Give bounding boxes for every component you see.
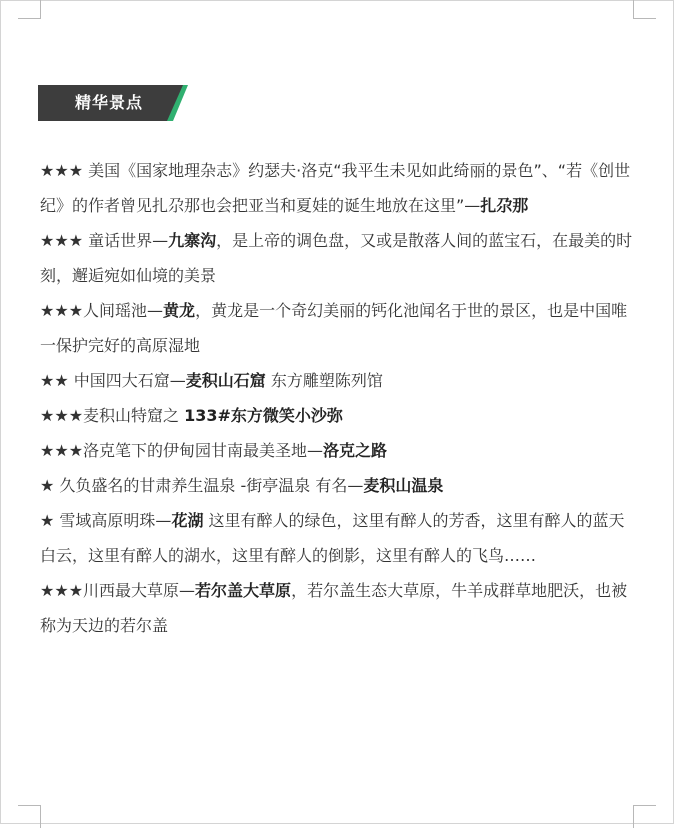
star-rating: ★★★: [40, 441, 84, 460]
star-rating: ★★★: [40, 301, 84, 320]
star-rating: ★★: [40, 371, 69, 390]
attraction-name: 九寨沟: [168, 231, 217, 250]
attraction-name: 麦积山石窟: [185, 371, 266, 390]
crop-mark-top-left: [18, 0, 41, 19]
star-rating: ★: [40, 511, 55, 530]
attraction-item: ★★★川西最大草原—若尔盖大草原，若尔盖生态大草原，牛羊成群草地肥沃，也被称为天边的若尔盖: [40, 581, 628, 635]
star-rating: ★: [40, 476, 55, 495]
attraction-item: ★★★ 童话世界—九寨沟，是上帝的调色盘，又或是散落人间的蓝宝石，在最美的时刻，邂逅宛如仙境的美景: [40, 231, 633, 285]
star-rating: ★★★: [40, 406, 84, 425]
star-rating: ★★★: [40, 581, 84, 600]
attraction-item: ★★★麦积山特窟之 133#东方微笑小沙弥: [40, 406, 343, 425]
section-title: 精华景点: [75, 93, 144, 112]
attraction-item: ★★★ 美国《国家地理杂志》约瑟夫·洛克“我平生未见如此绮丽的景色”、“若《创世纪》的作者曾见扎尕那也会把亚当和夏娃的诞生地放在这里”—扎尕那: [40, 161, 631, 215]
attraction-name: 洛克之路: [323, 441, 388, 460]
attraction-item: ★★ 中国四大石窟—麦积山石窟 东方雕塑陈列馆: [40, 371, 383, 390]
crop-mark-bottom-left: [18, 805, 41, 828]
attraction-item: ★★★人间瑶池—黄龙，黄龙是一个奇幻美丽的钙化池闻名于世的景区，也是中国唯一保护完好的高原湿地: [40, 301, 628, 355]
crop-mark-bottom-right: [633, 805, 656, 828]
attraction-name: 若尔盖大草原: [195, 581, 292, 600]
crop-mark-top-right: [633, 0, 656, 19]
star-rating: ★★★: [40, 161, 84, 180]
star-rating: ★★★: [40, 231, 84, 250]
attraction-name: 133#东方微笑小沙弥: [184, 406, 343, 425]
attraction-list: [40, 153, 640, 643]
attraction-name: 花湖: [171, 511, 204, 530]
attraction-item: ★★★洛克笔下的伊甸园甘南最美圣地—洛克之路: [40, 441, 388, 460]
attraction-name: 黄龙: [163, 301, 196, 320]
attraction-name: 扎尕那: [480, 196, 529, 215]
section-header: [38, 85, 188, 121]
attraction-item: ★ 久负盛名的甘肃养生温泉 -街亭温泉 有名—麦积山温泉: [40, 476, 444, 495]
attraction-item: ★ 雪域高原明珠—花湖 这里有醉人的绿色，这里有醉人的芳香，这里有醉人的蓝天白云，这里有醉人的湖水，这里有醉人的倒影，这里有醉人的飞鸟……: [40, 511, 625, 565]
attraction-name: 麦积山温泉: [363, 476, 444, 495]
